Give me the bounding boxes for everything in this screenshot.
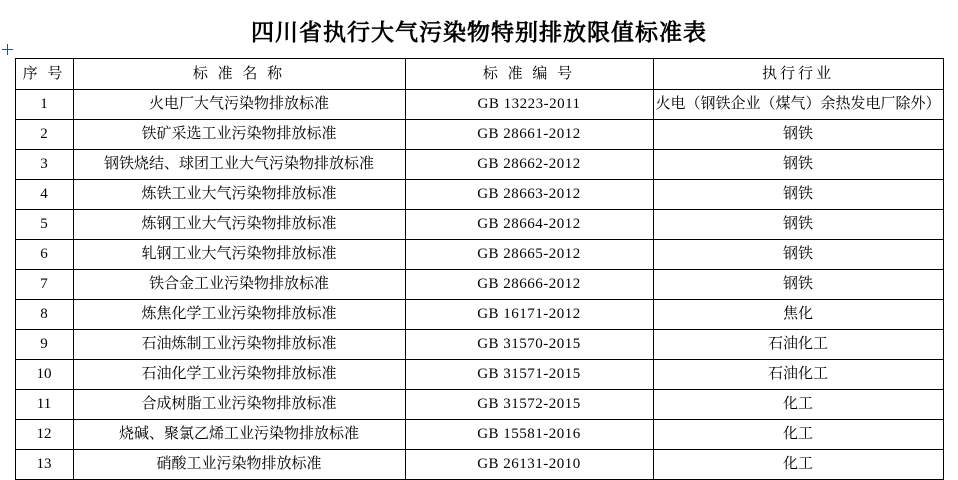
table-row bbox=[15, 210, 943, 240]
cell-code: GB 26131-2010 bbox=[405, 450, 653, 480]
page-title: 四川省执行大气污染物特别排放限值标准表 bbox=[251, 19, 707, 45]
cell-name: 炼焦化学工业污染物排放标准 bbox=[73, 300, 405, 330]
cell-name: 合成树脂工业污染物排放标准 bbox=[73, 390, 405, 420]
cell-code: GB 28665-2012 bbox=[405, 240, 653, 270]
cell-industry: 焦化 bbox=[653, 300, 943, 330]
cell-name: 铁矿采选工业污染物排放标准 bbox=[73, 120, 405, 150]
cell-code: GB 31572-2015 bbox=[405, 390, 653, 420]
cell-name: 炼铁工业大气污染物排放标准 bbox=[73, 180, 405, 210]
column-header-no: 序 号 bbox=[15, 59, 73, 90]
table-row bbox=[15, 240, 943, 270]
cell-industry: 钢铁 bbox=[653, 180, 943, 210]
cell-no: 5 bbox=[15, 210, 73, 240]
cell-name: 炼钢工业大气污染物排放标准 bbox=[73, 210, 405, 240]
cell-name: 烧碱、聚氯乙烯工业污染物排放标准 bbox=[73, 420, 405, 450]
table-header-row bbox=[15, 59, 943, 90]
cell-no: 9 bbox=[15, 330, 73, 360]
cell-code: GB 28661-2012 bbox=[405, 120, 653, 150]
cell-no: 6 bbox=[15, 240, 73, 270]
cell-code: GB 28662-2012 bbox=[405, 150, 653, 180]
table-row bbox=[15, 390, 943, 420]
cell-no: 10 bbox=[15, 360, 73, 390]
cell-industry: 钢铁 bbox=[653, 270, 943, 300]
cell-name: 硝酸工业污染物排放标准 bbox=[73, 450, 405, 480]
cell-industry: 钢铁 bbox=[653, 210, 943, 240]
cell-code: GB 13223-2011 bbox=[405, 90, 653, 120]
cell-no: 3 bbox=[15, 150, 73, 180]
table-row bbox=[15, 360, 943, 390]
table-row bbox=[15, 330, 943, 360]
cell-industry: 化工 bbox=[653, 450, 943, 480]
table-row bbox=[15, 90, 943, 120]
table-row bbox=[15, 420, 943, 450]
table-body bbox=[15, 90, 943, 480]
cell-industry: 钢铁 bbox=[653, 120, 943, 150]
cell-code: GB 31570-2015 bbox=[405, 330, 653, 360]
cell-industry: 火电（钢铁企业（煤气）余热发电厂除外） bbox=[653, 90, 943, 120]
cell-code: GB 28666-2012 bbox=[405, 270, 653, 300]
cell-name: 火电厂大气污染物排放标准 bbox=[73, 90, 405, 120]
cell-name: 石油炼制工业污染物排放标准 bbox=[73, 330, 405, 360]
cell-no: 4 bbox=[15, 180, 73, 210]
crosshair-ruler-icon bbox=[2, 44, 14, 56]
column-header-code: 标 准 编 号 bbox=[405, 59, 653, 90]
table-row bbox=[15, 270, 943, 300]
column-header-name: 标 准 名 称 bbox=[73, 59, 405, 90]
cell-industry: 钢铁 bbox=[653, 150, 943, 180]
standards-table bbox=[15, 58, 944, 480]
cell-no: 1 bbox=[15, 90, 73, 120]
cell-code: GB 15581-2016 bbox=[405, 420, 653, 450]
cell-code: GB 28663-2012 bbox=[405, 180, 653, 210]
table-row bbox=[15, 300, 943, 330]
cell-no: 7 bbox=[15, 270, 73, 300]
cell-industry: 化工 bbox=[653, 390, 943, 420]
cell-name: 铁合金工业污染物排放标准 bbox=[73, 270, 405, 300]
cell-no: 11 bbox=[15, 390, 73, 420]
cell-industry: 石油化工 bbox=[653, 360, 943, 390]
cell-code: GB 31571-2015 bbox=[405, 360, 653, 390]
column-header-industry: 执行行业 bbox=[653, 59, 943, 90]
cell-no: 2 bbox=[15, 120, 73, 150]
cell-no: 13 bbox=[15, 450, 73, 480]
cell-industry: 化工 bbox=[653, 420, 943, 450]
cell-industry: 钢铁 bbox=[653, 240, 943, 270]
table-row bbox=[15, 120, 943, 150]
cell-no: 8 bbox=[15, 300, 73, 330]
table-row bbox=[15, 450, 943, 480]
cell-name: 石油化学工业污染物排放标准 bbox=[73, 360, 405, 390]
cell-no: 12 bbox=[15, 420, 73, 450]
cell-code: GB 28664-2012 bbox=[405, 210, 653, 240]
table-row bbox=[15, 180, 943, 210]
cell-industry: 石油化工 bbox=[653, 330, 943, 360]
cell-code: GB 16171-2012 bbox=[405, 300, 653, 330]
table-row bbox=[15, 150, 943, 180]
cell-name: 钢铁烧结、球团工业大气污染物排放标准 bbox=[73, 150, 405, 180]
cell-name: 轧钢工业大气污染物排放标准 bbox=[73, 240, 405, 270]
